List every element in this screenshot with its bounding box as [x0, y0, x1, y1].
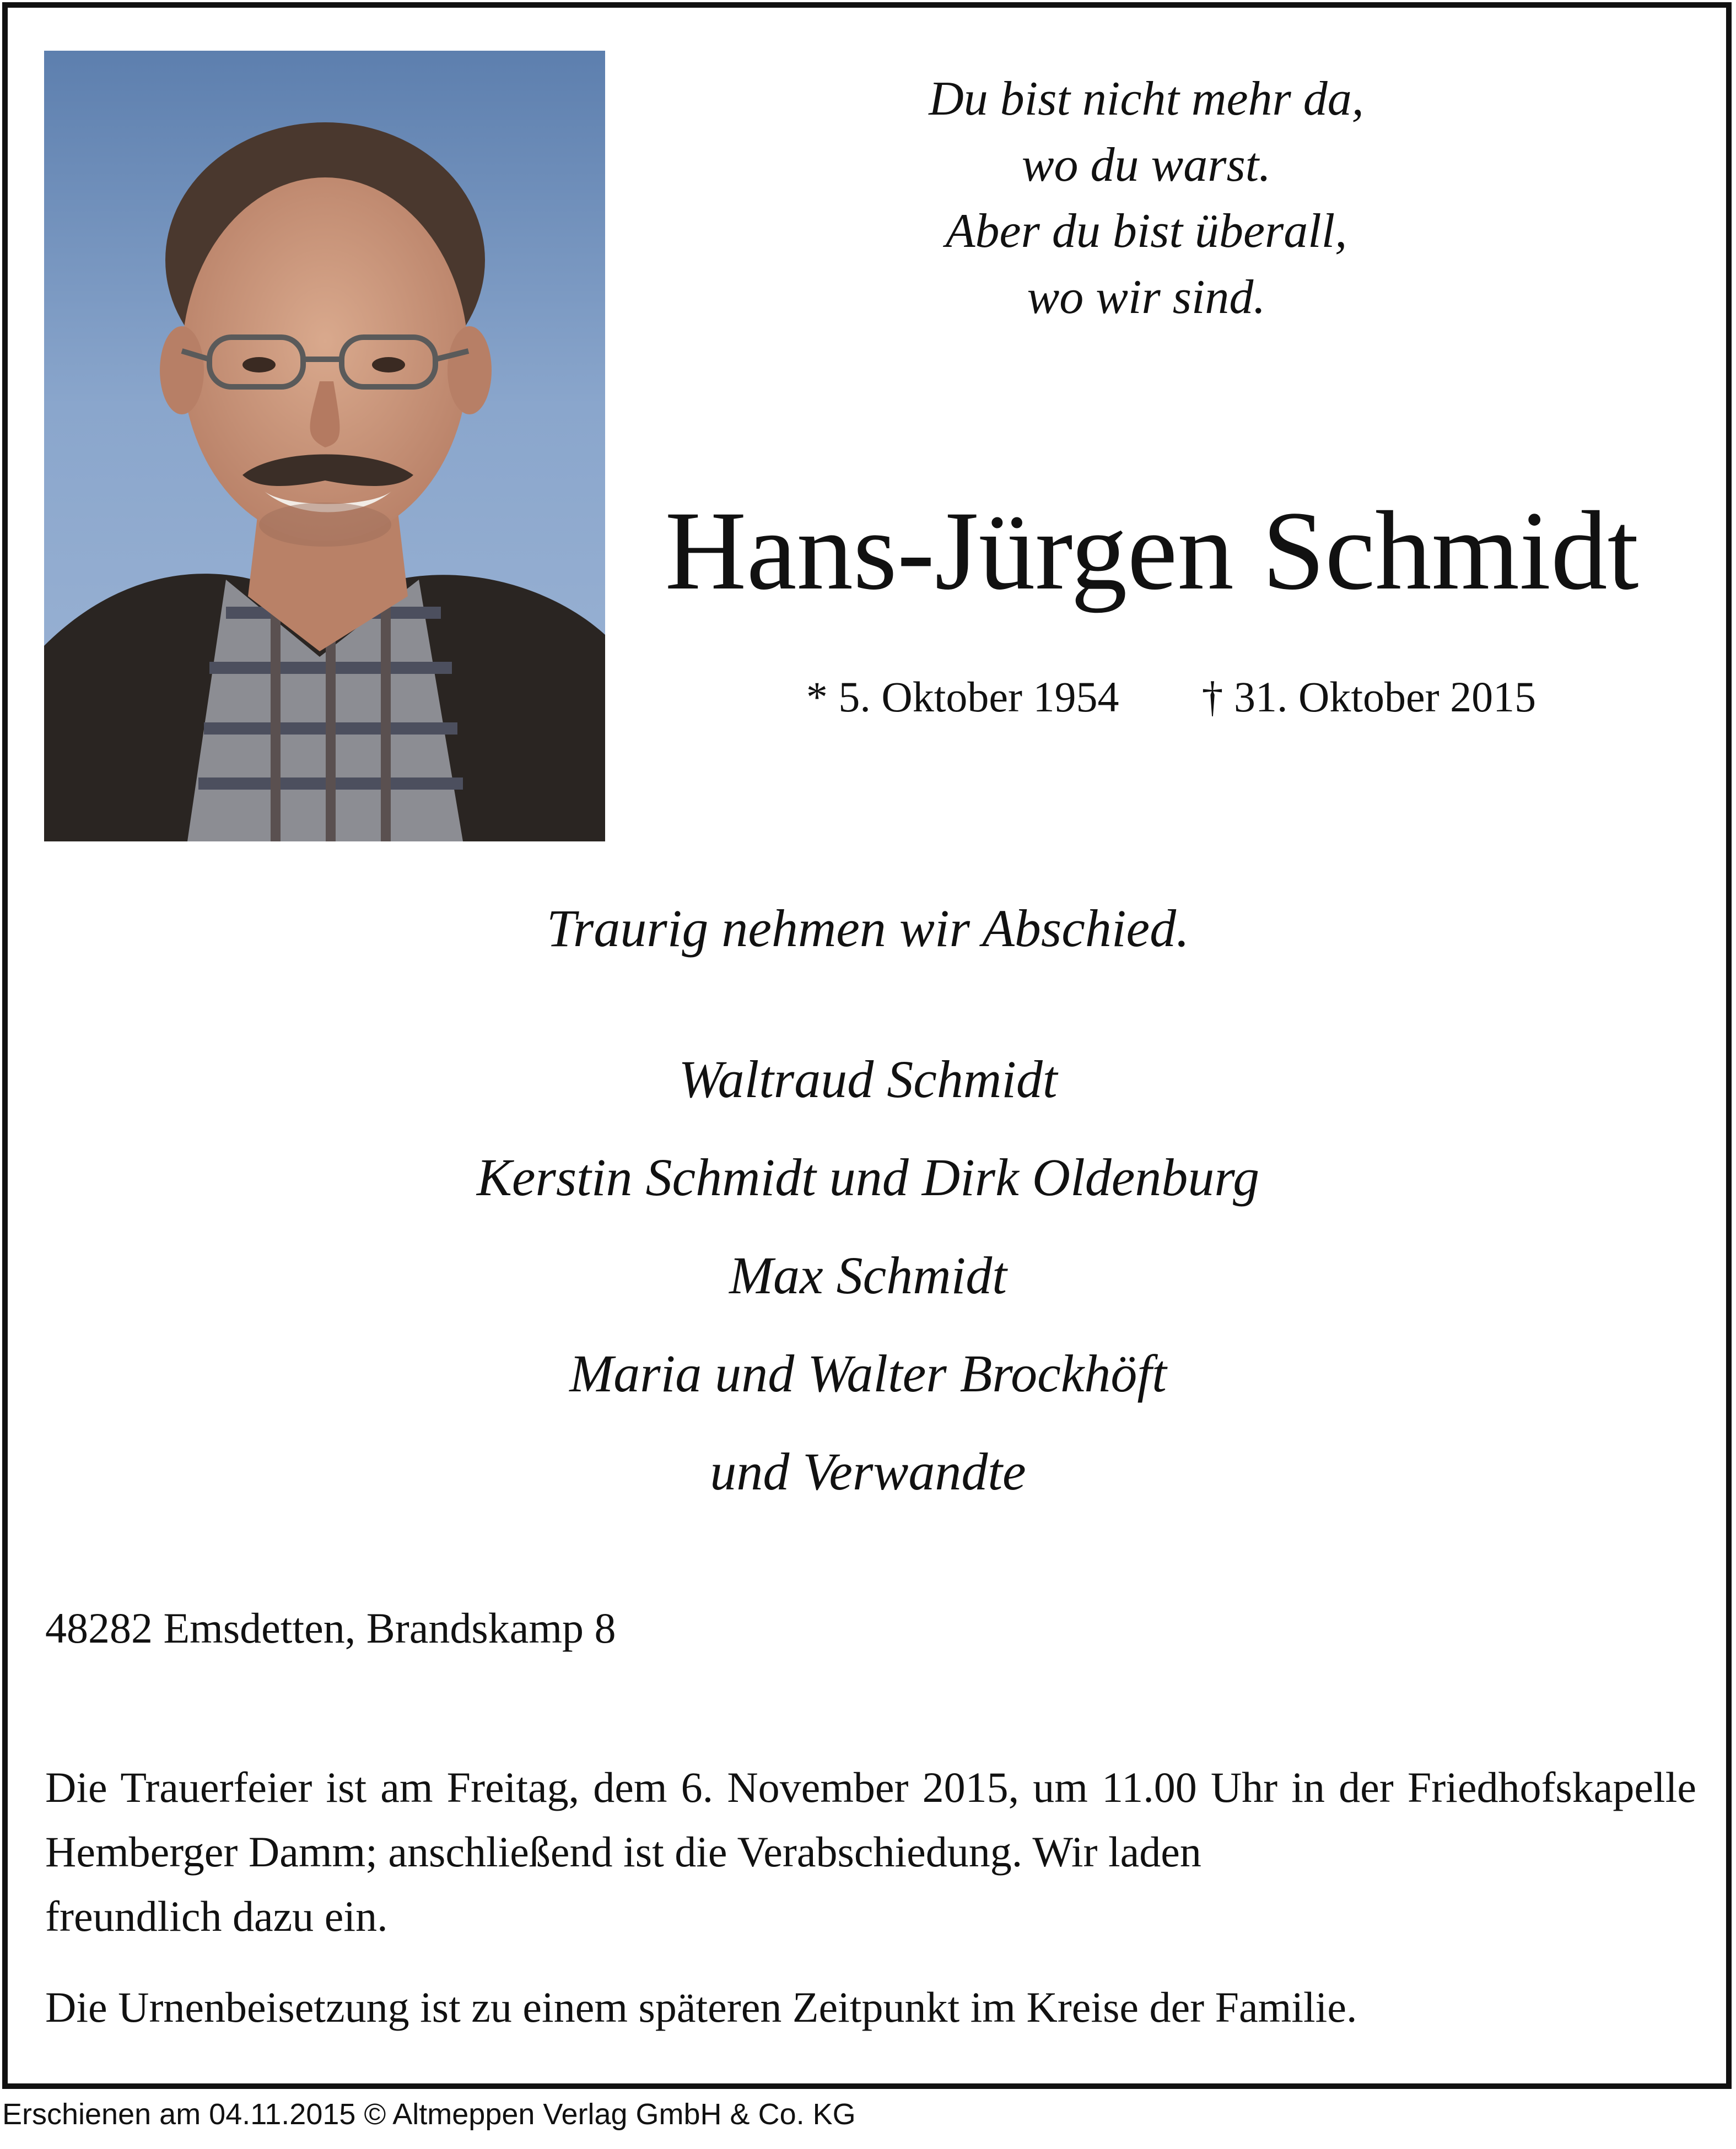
portrait-photo: [44, 51, 605, 841]
farewell-line: Traurig nehmen wir Abschied.: [546, 899, 1190, 958]
deceased-name: Hans-Jürgen Schmidt: [665, 488, 1639, 613]
poem-line: wo du warst.: [1021, 138, 1271, 192]
mourner-entry: Max Schmidt: [729, 1246, 1007, 1305]
portrait-illustration: [44, 51, 605, 841]
ceremony-details: [45, 1755, 1696, 1948]
poem-line: Aber du bist überall,: [945, 204, 1347, 258]
death-date: † 31. Oktober 2015: [1201, 673, 1536, 721]
mourner-entry: Kerstin Schmidt und Dirk Oldenburg: [476, 1148, 1260, 1207]
memorial-poem: [711, 66, 1582, 331]
ceremony-text-end: freundlich dazu ein.: [45, 1892, 388, 1940]
poem-line: wo wir sind.: [1027, 271, 1266, 324]
mourner-entry: Maria und Walter Brockhöft: [569, 1344, 1167, 1403]
mourner-entry: und Verwandte: [710, 1442, 1026, 1501]
ceremony-text: Die Trauerfeier ist am Freitag, dem 6. November 2015, um 11.00 Uhr in der Friedhofskapelle Hemberger Damm; anschließend ist die Verabschiedung. Wir laden: [45, 1763, 1696, 1876]
family-address: 48282 Emsdetten, Brandskamp 8: [45, 1604, 616, 1652]
mourners-list: [0, 1030, 1736, 1521]
burial-note: Die Urnenbeisetzung ist zu einem späteren Zeitpunkt im Kreise der Familie.: [45, 1983, 1357, 2031]
mourner-entry: Waltraud Schmidt: [678, 1050, 1058, 1109]
birth-date: * 5. Oktober 1954: [806, 673, 1119, 721]
life-dates: [716, 667, 1626, 727]
publication-footer: Erschienen am 04.11.2015 © Altmeppen Verlag GmbH & Co. KG: [2, 2098, 856, 2131]
poem-line: Du bist nicht mehr da,: [929, 72, 1364, 126]
